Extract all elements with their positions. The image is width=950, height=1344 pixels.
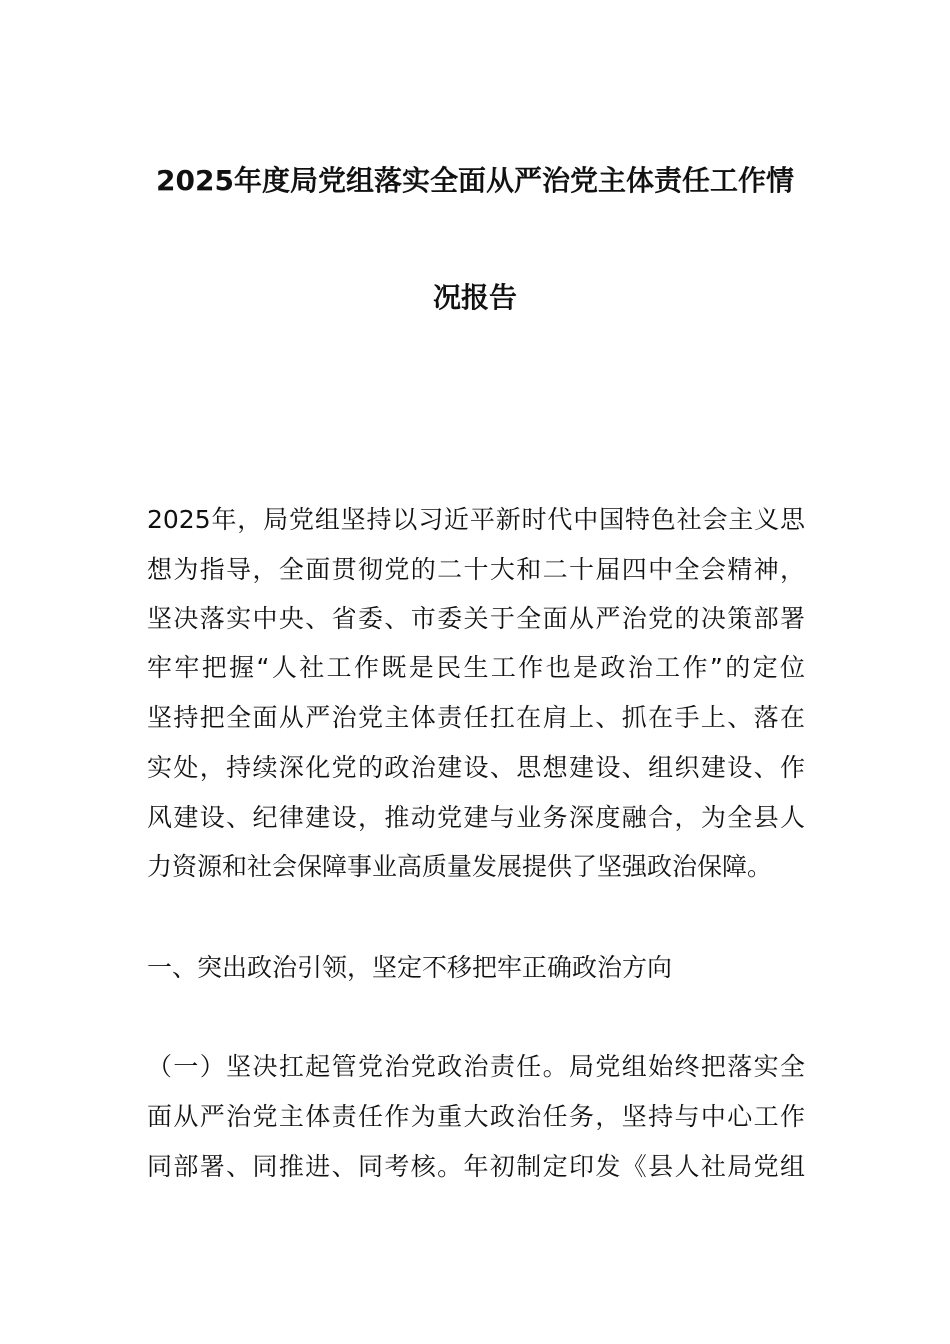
paragraph-line: 面从严治党主体责任作为重大政治任务，坚持与中心工作 bbox=[147, 1102, 805, 1131]
paragraph-line: 想为指导，全面贯彻党的二十大和二十届四中全会精神， bbox=[147, 555, 805, 584]
paragraph-line: 同部署、同推进、同考核。年初制定印发《县人社局党组 bbox=[147, 1152, 805, 1181]
paragraph-line: 实处，持续深化党的政治建设、思想建设、组织建设、作 bbox=[147, 753, 805, 782]
paragraph-line: 坚决落实中央、省委、市委关于全面从严治党的决策部署 bbox=[147, 604, 805, 633]
paragraph-line: 力资源和社会保障事业高质量发展提供了坚强政治保障。 bbox=[147, 852, 773, 881]
paragraph-line: 坚持把全面从严治党主体责任扛在肩上、抓在手上、落在 bbox=[147, 703, 805, 732]
document-title-line-1: 2025年度局党组落实全面从严治党主体责任工作情 bbox=[156, 164, 794, 197]
paragraph-line: （一）坚决扛起管党治党政治责任。局党组始终把落实全 bbox=[147, 1052, 805, 1081]
paragraph-line: 2025年，局党组坚持以习近平新时代中国特色社会主义思 bbox=[147, 505, 805, 534]
paragraph-line: 牢牢把握“人社工作既是民生工作也是政治工作”的定位 bbox=[147, 653, 805, 682]
paragraph-line: 风建设、纪律建设，推动党建与业务深度融合，为全县人 bbox=[147, 803, 805, 832]
document-title-line-2: 况报告 bbox=[432, 281, 517, 314]
section-heading: 一、突出政治引领，坚定不移把牢正确政治方向 bbox=[147, 953, 673, 982]
